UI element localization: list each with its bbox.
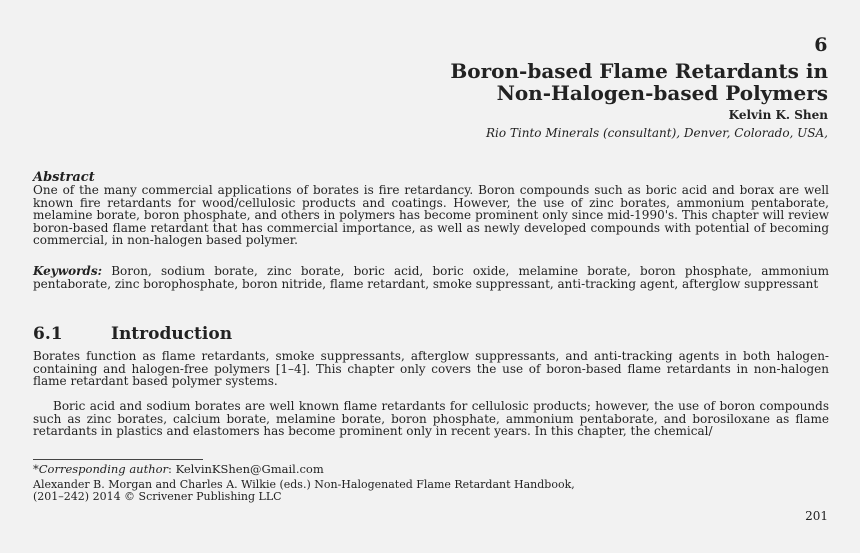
chapter-number: 6 xyxy=(814,34,828,56)
author-name: Kelvin K. Shen xyxy=(728,108,828,122)
corresponding-author-footnote xyxy=(33,462,324,476)
keywords-label: Keywords: xyxy=(33,264,103,278)
author-affiliation: Rio Tinto Minerals (consultant), Denver, Colorado, USA, xyxy=(485,126,828,140)
footnote-label: *Corresponding author xyxy=(33,462,169,476)
citation xyxy=(33,479,813,503)
footnote-rule xyxy=(33,459,203,460)
section-number: 6.1 xyxy=(33,324,63,344)
keywords xyxy=(33,265,829,290)
intro-paragraph-1-text: Borates function as flame retardants, smoke suppressants, afterglow suppressants, and anti-tracking agents in both halogen-containing and halogen-free polymers [1–4]. This chapter only covers the use of boron-based flame retardants in non-halogen flame retardant based polymer systems. xyxy=(33,349,829,388)
intro-paragraph-2-text: Boric acid and sodium borates are well known flame retardants for cellulosic products; however, the use of boron compounds such as zinc borates, calcium borate, melamine borate, boron phosphate, ammonium pentaborate, and borosiloxane as flame retardants in plastics and elastomers has become prominent only in recent years. In this chapter, the chemical/ xyxy=(33,399,829,438)
chapter-title xyxy=(128,60,828,104)
section-heading xyxy=(33,324,232,344)
intro-paragraph-1 xyxy=(33,350,829,388)
intro-paragraph-2 xyxy=(33,400,829,438)
chapter-title-line-2: Non-Halogen-based Polymers xyxy=(496,81,828,105)
abstract-heading: Abstract xyxy=(33,170,95,185)
chapter-title-line-1: Boron-based Flame Retardants in xyxy=(450,59,828,83)
abstract-body: One of the many commercial applications of borates is fire retardancy. Boron compounds such as boric acid and borax are well known fire retardants for wood/cellulosic products and coatings. However, the use of zinc borates, ammonium pentaborate, melamine borate, boron phosphate, and others in polymers has become prominent only since mid-1990's. This chapter will review boron-based flame retardant that has commercial importance, as well as newly developed compounds with potential of becoming commercial, in non-halogen based polymer. xyxy=(33,183,829,247)
citation-line-1: Alexander B. Morgan and Charles A. Wilkie (eds.) Non-Halogenated Flame Retardant Handbook, xyxy=(33,478,575,491)
page-number: 201 xyxy=(805,509,828,523)
section-title: Introduction xyxy=(111,324,233,344)
footnote-email: : KelvinKShen@Gmail.com xyxy=(168,462,324,476)
citation-line-2: (201–242) 2014 © Scrivener Publishing LLC xyxy=(33,490,282,503)
keywords-text: Boron, sodium borate, zinc borate, boric acid, boric oxide, melamine borate, boron phosphate, ammonium pentaborate, zinc borophosphate, boron nitride, flame retardant, smoke suppressant, anti-tracking agent, afterglow suppressant xyxy=(33,264,829,291)
